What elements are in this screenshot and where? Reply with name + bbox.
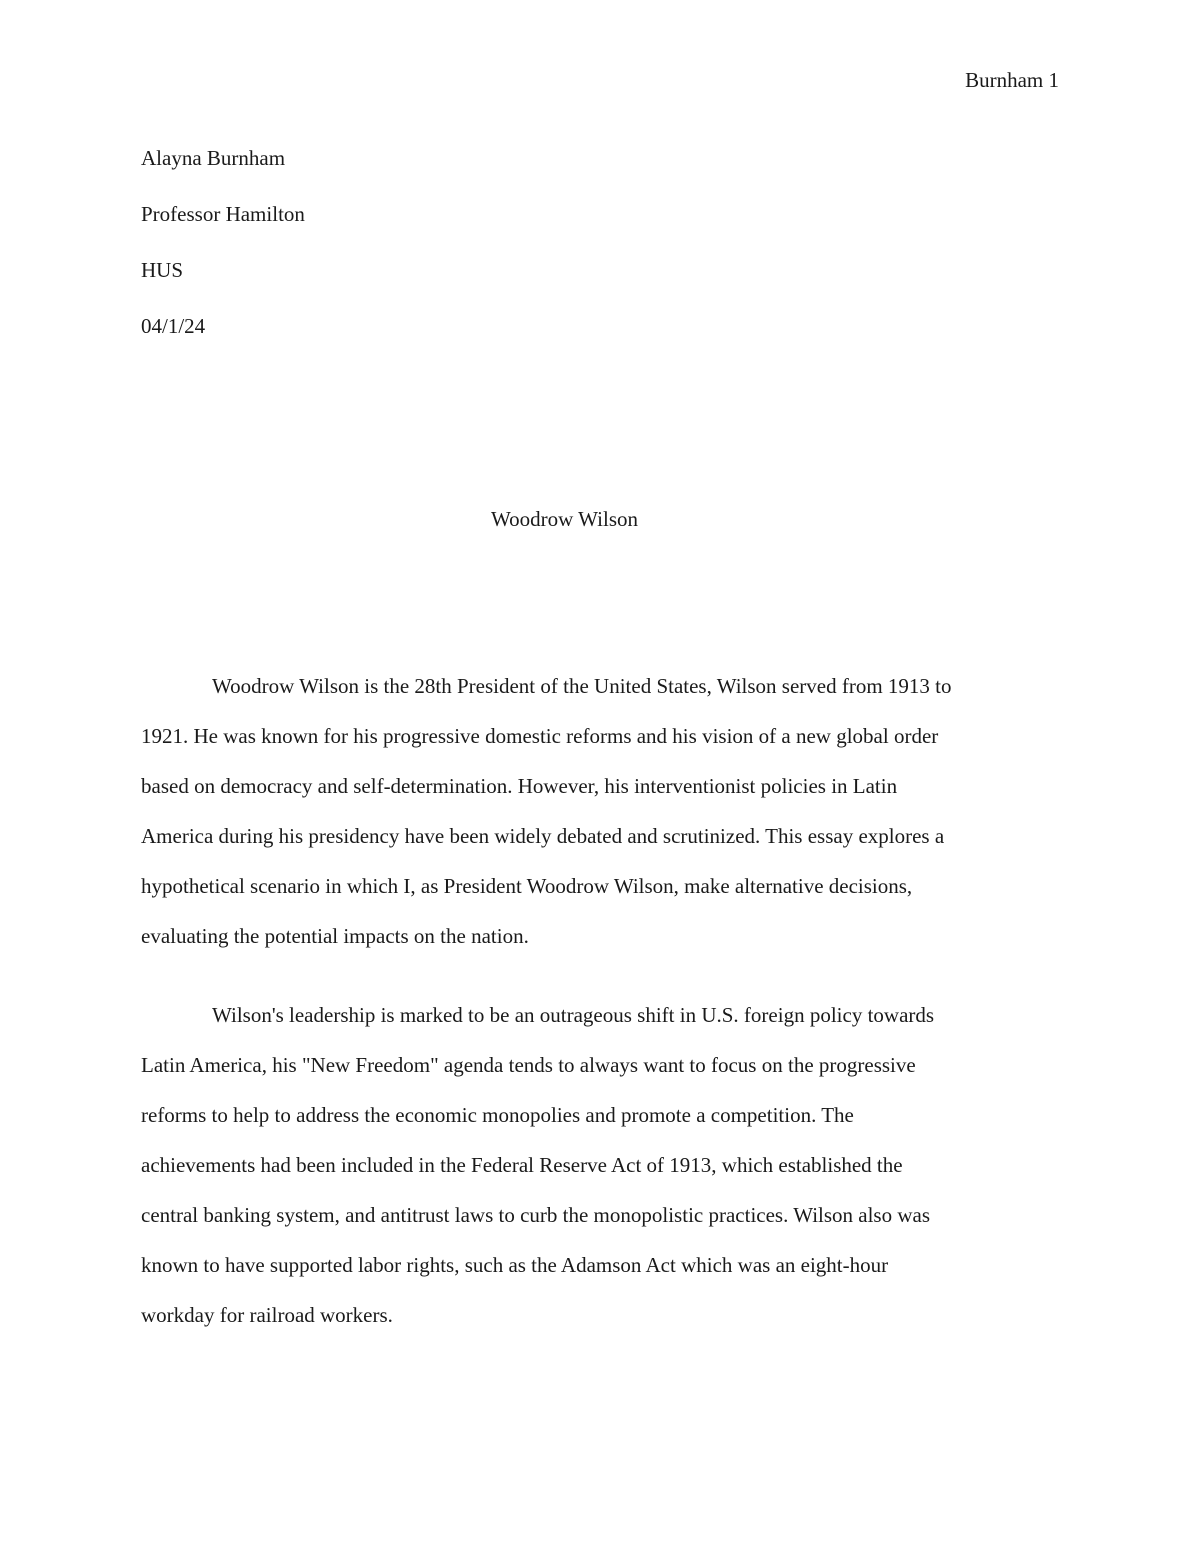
paragraph-2 xyxy=(141,1000,1059,1350)
paragraph-line: Wilson's leadership is marked to be an outrageous shift in U.S. foreign policy towards xyxy=(212,1003,935,1027)
mla-heading xyxy=(141,144,305,368)
paragraph-line: achievements had been included in the Federal Reserve Act of 1913, which established the xyxy=(141,1153,903,1177)
page-header xyxy=(965,68,1059,93)
paragraph-line: hypothetical scenario in which I, as President Woodrow Wilson, make alternative decisions, xyxy=(141,874,913,898)
professor-name: Professor Hamilton xyxy=(141,202,305,226)
paragraph-line: central banking system, and antitrust laws to curb the monopolistic practices. Wilson also was xyxy=(141,1203,931,1227)
paragraph-1 xyxy=(141,671,1059,971)
course-name: HUS xyxy=(141,258,184,282)
paragraph-line: known to have supported labor rights, such as the Adamson Act which was an eight-hour xyxy=(141,1253,889,1277)
paragraph-line: reforms to help to address the economic monopolies and promote a competition. The xyxy=(141,1103,854,1127)
paragraph-line: Woodrow Wilson is the 28th President of the United States, Wilson served from 1913 to xyxy=(212,674,952,698)
page-number-label: Burnham 1 xyxy=(965,68,1059,92)
document-date: 04/1/24 xyxy=(141,314,206,338)
author-name: Alayna Burnham xyxy=(141,146,286,170)
paragraph-line: based on democracy and self-determination. However, his interventionist policies in Latin xyxy=(141,774,898,798)
paragraph-line: Latin America, his "New Freedom" agenda tends to always want to focus on the progressive xyxy=(141,1053,916,1077)
paragraph-line: workday for railroad workers. xyxy=(141,1303,393,1327)
paragraph-line: America during his presidency have been widely debated and scrutinized. This essay explores a xyxy=(141,824,945,848)
essay-title: Woodrow Wilson xyxy=(491,507,638,531)
paragraph-line: evaluating the potential impacts on the nation. xyxy=(141,924,529,948)
paragraph-line: 1921. He was known for his progressive domestic reforms and his vision of a new global order xyxy=(141,724,939,748)
